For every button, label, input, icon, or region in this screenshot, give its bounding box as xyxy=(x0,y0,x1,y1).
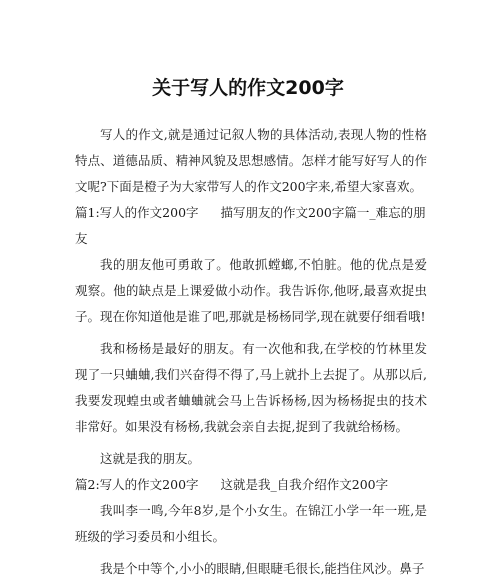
section-heading-1-label: 篇1:写人的作文200字 xyxy=(75,205,199,220)
section-heading-2 xyxy=(75,472,427,498)
body-paragraph: 我和杨杨是最好的朋友。有一次他和我,在学校的竹林里发现了一只蛐蛐,我们兴奋得不得了,马上就扑上去捉了。从那以后,我要发现蝗虫或者蛐蛐就会马上告诉杨杨,因为杨杨捉虫的技术非常好。如果没有杨杨,我就会亲自去捉,捉到了我就给杨杨。 xyxy=(75,341,427,434)
intro-paragraph: 写人的作文,就是通过记叙人物的具体活动,表现人物的性格特点、道德品质、精神风貌及思想感情。怎样才能写好写人的作文呢?下面是橙子为大家带写人的作文200字来,希望大家喜欢。 xyxy=(75,127,427,194)
body-paragraph: 这就是我的朋友。 xyxy=(100,451,201,466)
section-heading-1-subtitle: 描写朋友的作文200字篇一_难忘的朋友 xyxy=(75,205,426,246)
body-paragraph: 我叫李一鸣,今年8岁,是个小女生。在锦江小学一年一班,是班级的学习委员和小组长。 xyxy=(75,503,427,544)
body-paragraph: 我是个中等个,小小的眼睛,但眼睫毛很长,能挡住风沙。鼻子 xyxy=(100,561,425,576)
section-heading-2-subtitle: 这就是我_自我介绍作文200字 xyxy=(220,477,389,492)
document-title: 关于写人的作文200字 xyxy=(152,77,344,99)
section-heading-1 xyxy=(75,200,427,252)
section-heading-2-label: 篇2:写人的作文200字 xyxy=(75,477,199,492)
body-paragraph: 我的朋友他可勇敢了。他敢抓螳螂,不怕脏。他的优点是爱观察。他的缺点是上课爱做小动作。我告诉你,他呀,最喜欢捉虫子。现在你知道他是谁了吧,那就是杨杨同学,现在就要仔细看哦! xyxy=(75,257,427,324)
document-body xyxy=(75,122,427,582)
